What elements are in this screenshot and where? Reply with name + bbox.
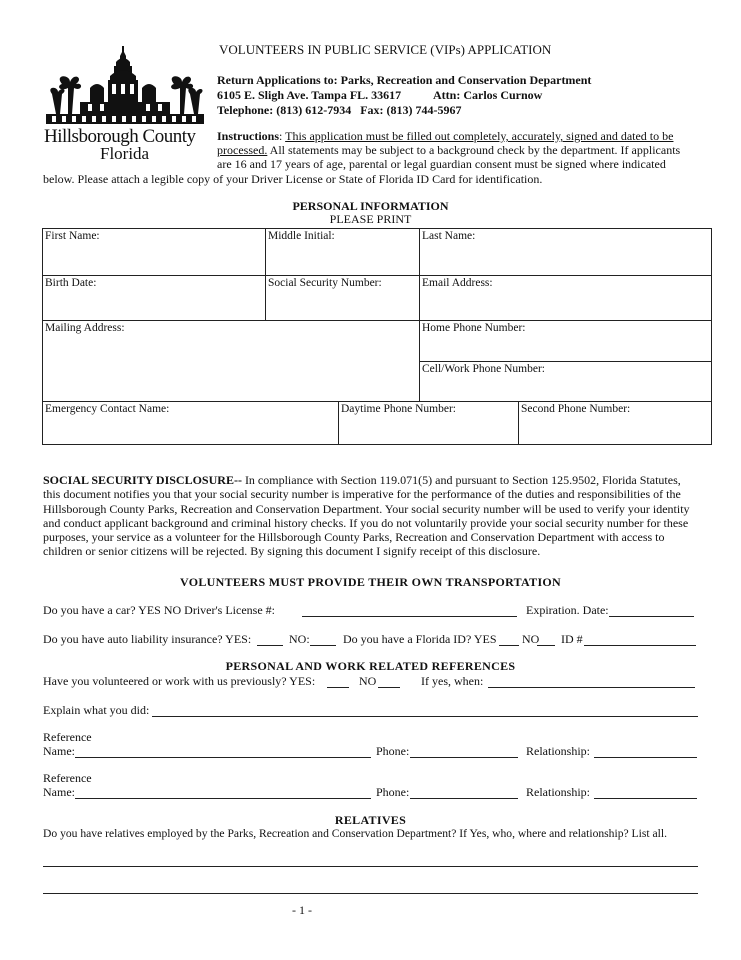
instructions-body: All statements may be subject to a background check by the department. If applicants are 16 and 17 years of age, parental or legal guardian consent must be signed where indicated xyxy=(217,143,681,171)
second-phone-field[interactable]: Second Phone Number: xyxy=(518,401,712,445)
if-yes-when-label: If yes, when: xyxy=(421,674,484,688)
reference-1-label: Reference xyxy=(43,730,92,744)
reference-2-phone-label: Phone: xyxy=(376,785,410,799)
ssn-field[interactable]: Social Security Number: xyxy=(265,275,420,321)
references-heading: PERSONAL AND WORK RELATED REFERENCES xyxy=(225,659,516,673)
expiration-date-input[interactable] xyxy=(609,616,694,617)
ss-disclosure-label: SOCIAL SECURITY DISCLOSURE-- xyxy=(43,473,242,487)
courthouse-palm-logo-icon xyxy=(40,44,210,130)
reference-1-phone-label: Phone: xyxy=(376,744,410,758)
instructions-required-note: This application must be filled out completely, accurately, signed and dated to be processed. xyxy=(217,129,674,157)
reference-2-label: Reference xyxy=(43,771,92,785)
florida-id-no-input[interactable] xyxy=(537,645,555,646)
if-yes-when-input[interactable] xyxy=(488,687,695,688)
previous-no-label: NO xyxy=(359,674,377,688)
reference-2-relationship-label: Relationship: xyxy=(526,785,590,799)
insurance-no-label: NO: xyxy=(289,632,310,646)
county-logo xyxy=(40,44,210,162)
explain-input[interactable] xyxy=(152,716,698,717)
birth-date-field[interactable]: Birth Date: xyxy=(42,275,266,321)
ss-disclosure-paragraph xyxy=(43,473,698,559)
expiration-date-label: Expiration. Date: xyxy=(526,603,609,617)
reference-1-relationship-input[interactable] xyxy=(594,757,697,758)
relatives-question: Do you have relatives employed by the Parks, Recreation and Conservation Department? If Yes, who, where and relationship? List all. xyxy=(43,827,667,840)
last-name-field[interactable]: Last Name: xyxy=(419,228,712,276)
reference-2-relationship-input[interactable] xyxy=(594,798,697,799)
email-field[interactable]: Email Address: xyxy=(419,275,712,321)
daytime-phone-field[interactable]: Daytime Phone Number: xyxy=(338,401,519,445)
reference-1-relationship-label: Relationship: xyxy=(526,744,590,758)
florida-id-no-label: NO xyxy=(522,632,540,646)
emergency-contact-field[interactable]: Emergency Contact Name: xyxy=(42,401,339,445)
reference-1-name-label: Name: xyxy=(43,744,75,758)
home-phone-field[interactable]: Home Phone Number: xyxy=(419,320,712,362)
insurance-no-input[interactable] xyxy=(310,645,336,646)
telephone-fax-line: Telephone: (813) 612-7934 Fax: (813) 744-5967 xyxy=(217,103,462,117)
cell-work-phone-field[interactable]: Cell/Work Phone Number: xyxy=(419,361,712,402)
explain-label: Explain what you did: xyxy=(43,703,150,717)
personal-info-heading: PERSONAL INFORMATION xyxy=(292,199,449,213)
instructions-label: Instructions xyxy=(217,129,280,143)
car-question: Do you have a car? YES NO Driver's License #: xyxy=(43,603,275,617)
florida-id-yes-input[interactable] xyxy=(499,645,519,646)
florida-id-question: Do you have a Florida ID? YES xyxy=(343,632,497,646)
previous-volunteer-question: Have you volunteered or work with us previously? YES: xyxy=(43,674,316,688)
relatives-answer-line-1[interactable] xyxy=(43,866,698,867)
id-number-input[interactable] xyxy=(584,645,696,646)
previous-no-input[interactable] xyxy=(378,687,400,688)
first-name-field[interactable]: First Name: xyxy=(42,228,266,276)
auto-insurance-question: Do you have auto liability insurance? YES: xyxy=(43,632,252,646)
middle-initial-field[interactable]: Middle Initial: xyxy=(265,228,420,276)
reference-2-name-label: Name: xyxy=(43,785,75,799)
please-print-note: PLEASE PRINT xyxy=(329,212,412,226)
reference-1-name-input[interactable] xyxy=(75,757,371,758)
id-number-label: ID # xyxy=(561,632,583,646)
instructions-paragraph: Instructions: This application must be filled out completely, accurately, signed and dated to be processed. All statements may be subject to a background check by the department. If applicants are 16 and 17 years of age, parental or legal guardian consent must be signed where indicated xyxy=(217,129,681,171)
logo-state-name: Florida xyxy=(100,144,150,163)
relatives-answer-line-2[interactable] xyxy=(43,893,698,894)
drivers-license-input[interactable] xyxy=(302,616,517,617)
insurance-yes-input[interactable] xyxy=(257,645,283,646)
return-applications-line: Return Applications to: Parks, Recreation and Conservation Department xyxy=(217,73,592,87)
attention-line: Attn: Carlos Curnow xyxy=(433,88,543,102)
department-address: 6105 E. Sligh Ave. Tampa FL. 33617 xyxy=(217,88,402,102)
transportation-heading: VOLUNTEERS MUST PROVIDE THEIR OWN TRANSPORTATION xyxy=(179,575,562,589)
reference-2-name-input[interactable] xyxy=(75,798,371,799)
mailing-address-field[interactable]: Mailing Address: xyxy=(42,320,420,402)
instructions-id-note: below. Please attach a legible copy of your Driver License or State of Florida ID Card for identification. xyxy=(43,172,543,186)
page-number: - 1 - xyxy=(292,903,312,917)
form-title: VOLUNTEERS IN PUBLIC SERVICE (VIPs) APPLICATION xyxy=(219,42,552,57)
previous-yes-input[interactable] xyxy=(327,687,349,688)
reference-2-phone-input[interactable] xyxy=(410,798,518,799)
relatives-heading: RELATIVES xyxy=(334,813,407,827)
ss-disclosure-text: In compliance with Section 119.071(5) and pursuant to Section 125.9502, Florida Statutes, this document notifies you that your social security number is imperative for the performance of the duties and responsibilities of the Hillsborough County Parks, Recreation and Conservation Department. Your social security number will be used to verify your identity and conduct applicant background and criminal history checks. If you do not voluntarily provide your social security number for these purposes, your service as a volunteer for the Hillsborough County Parks, Recreation and Conservation Department with access to children or senior citizens will be rejected. By signing this document I signify receipt of this disclosure. xyxy=(43,473,690,559)
reference-1-phone-input[interactable] xyxy=(410,757,518,758)
logo-county-name: Hillsborough County xyxy=(44,126,196,147)
